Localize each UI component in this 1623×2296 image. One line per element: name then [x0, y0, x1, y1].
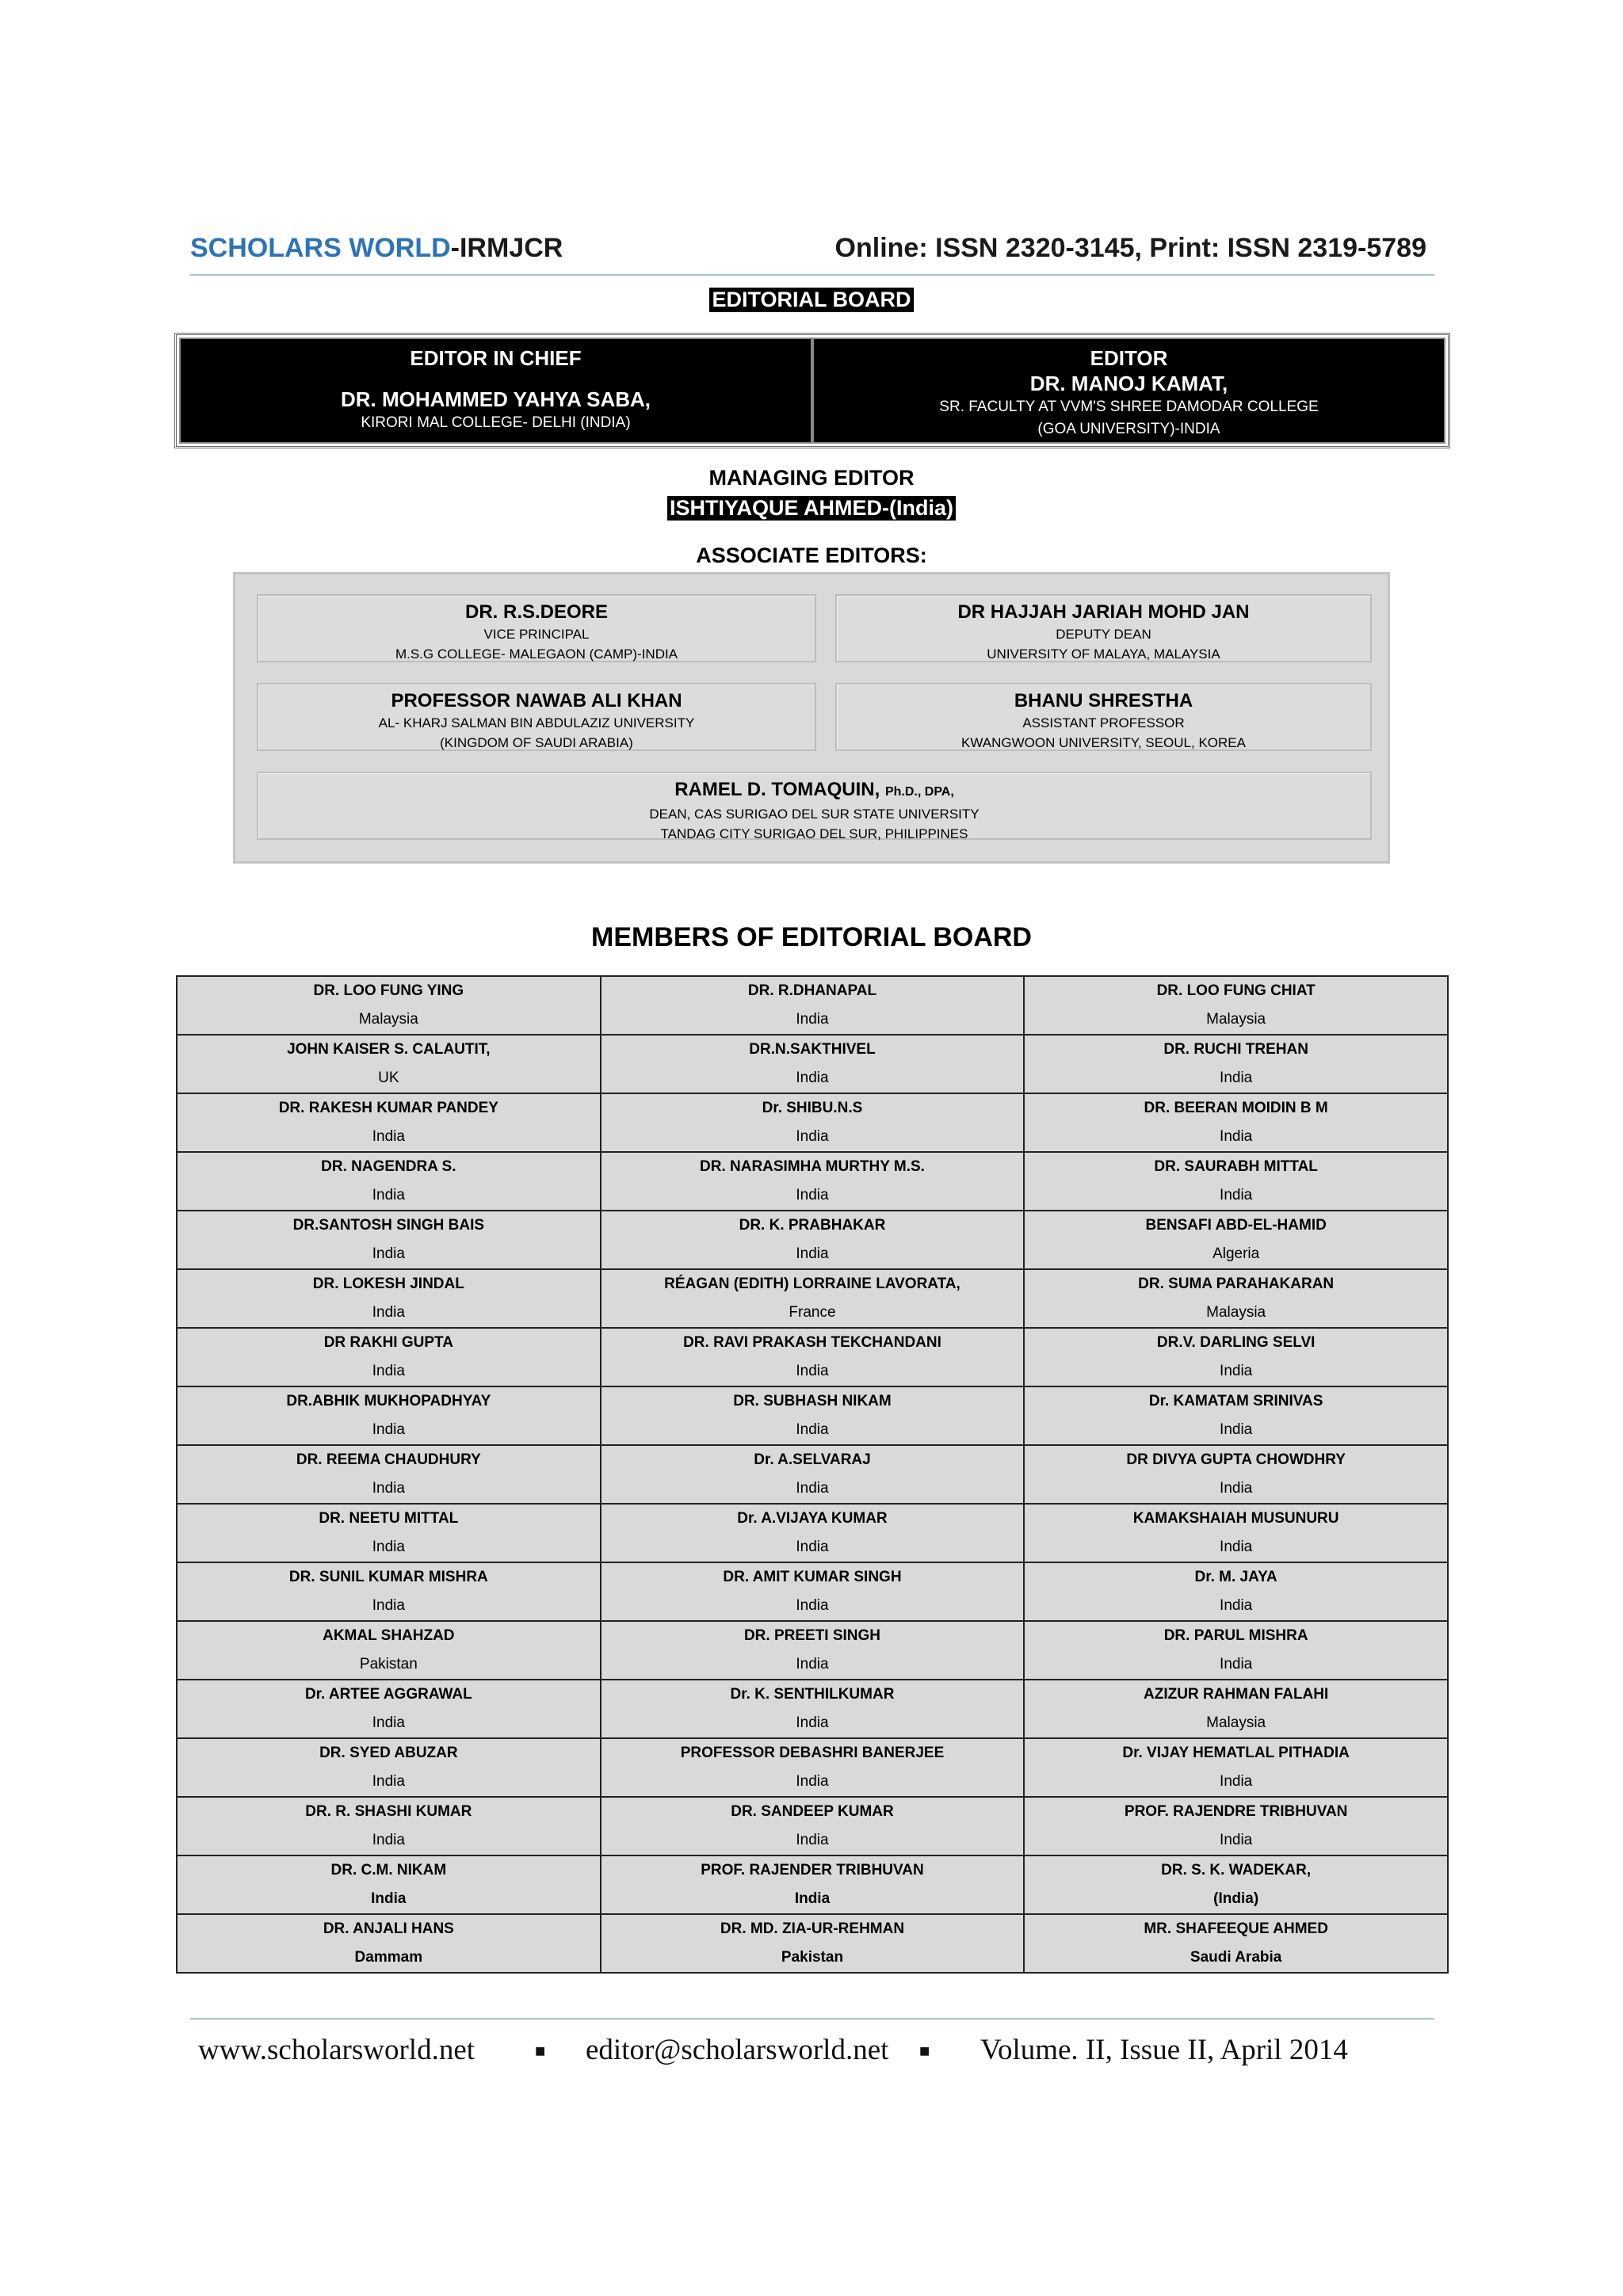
member-name: Dr. SHIBU.N.S	[762, 1100, 863, 1116]
member-name: JOHN KAISER S. CALAUTIT,	[287, 1041, 491, 1058]
member-cell	[601, 1328, 1025, 1386]
member-country: India	[372, 1128, 405, 1145]
member-name: DR. SYED ABUZAR	[319, 1745, 458, 1761]
table-row	[177, 1680, 1448, 1738]
associate-editor-degrees: Ph.D., DPA,	[884, 785, 954, 799]
member-cell	[601, 1562, 1025, 1621]
editorial-board-heading-row	[0, 288, 1623, 312]
table-row	[177, 1914, 1448, 1973]
editor-cell	[812, 338, 1445, 444]
footer-email: editor@scholarsworld.net	[586, 2034, 889, 2066]
associate-editor-line: DEPUTY DEAN	[1056, 627, 1151, 642]
member-name: AKMAL SHAHZAD	[323, 1627, 455, 1644]
associate-editor-card	[257, 683, 816, 751]
member-name: DR. SAURABH MITTAL	[1154, 1158, 1318, 1175]
member-name: DR. SANDEEP KUMAR	[731, 1803, 894, 1820]
member-name: MR. SHAFEEQUE AHMED	[1144, 1920, 1328, 1937]
member-cell	[177, 1797, 601, 1855]
member-name: DR. NAGENDRA S.	[321, 1158, 456, 1175]
managing-editor-label: MANAGING EDITOR	[708, 466, 915, 490]
page-header	[190, 230, 1434, 276]
member-name: DR. RAVI PRAKASH TEKCHANDANI	[683, 1334, 941, 1351]
member-cell	[1024, 1328, 1448, 1386]
member-cell	[601, 1093, 1025, 1152]
member-cell	[177, 1386, 601, 1445]
associate-editor-line: DEAN, CAS SURIGAO DEL SUR STATE UNIVERSITY	[649, 807, 980, 822]
associate-editor-card	[257, 772, 1372, 840]
member-country: India	[1220, 1070, 1253, 1086]
member-name: Dr. VIJAY HEMATLAL PITHADIA	[1122, 1745, 1350, 1761]
associate-editor-line: VICE PRINCIPAL	[483, 627, 590, 642]
associate-editor-name: DR HAJJAH JARIAH MOHD JAN	[957, 601, 1250, 623]
member-cell	[1024, 1445, 1448, 1504]
table-row	[177, 1035, 1448, 1093]
member-country: India	[371, 1890, 407, 1907]
managing-editor-row	[0, 496, 1623, 521]
footer-rule	[190, 2018, 1434, 2019]
member-country: India	[796, 1128, 829, 1145]
associate-editor-line: ASSISTANT PROFESSOR	[1022, 715, 1185, 730]
member-cell	[177, 1680, 601, 1738]
member-name: Dr. A.SELVARAJ	[754, 1451, 871, 1468]
member-country: India	[372, 1187, 405, 1203]
member-name: DR. MD. ZIA-UR-REHMAN	[720, 1920, 905, 1937]
member-name: DR.SANTOSH SINGH BAIS	[292, 1217, 485, 1234]
member-country: Pakistan	[781, 1949, 844, 1966]
member-name: PROF. RAJENDRE TRIBHUVAN	[1124, 1803, 1348, 1820]
member-name: DR.ABHIK MUKHOPADHYAY	[286, 1393, 491, 1409]
member-country: India	[796, 1480, 829, 1497]
table-row	[177, 1855, 1448, 1914]
member-cell	[601, 1269, 1025, 1328]
member-country: India	[1220, 1773, 1253, 1790]
member-name: DR RAKHI GUPTA	[323, 1334, 453, 1351]
member-cell	[177, 1093, 601, 1152]
member-cell	[601, 1797, 1025, 1855]
member-name: DR.V. DARLING SELVI	[1156, 1334, 1316, 1351]
journal-name	[190, 233, 563, 264]
table-row	[177, 1445, 1448, 1504]
member-name: DR. RUCHI TREHAN	[1163, 1041, 1308, 1058]
member-country: Malaysia	[1206, 1011, 1266, 1028]
table-row	[177, 1504, 1448, 1562]
table-row	[177, 1797, 1448, 1855]
member-country: India	[1220, 1539, 1253, 1555]
member-name: DR. SUNIL KUMAR MISHRA	[288, 1569, 488, 1585]
editor-role: EDITOR	[1090, 346, 1168, 370]
member-name: DR.N.SAKTHIVEL	[749, 1041, 876, 1058]
associate-editor-name-row	[258, 778, 1370, 804]
member-country: India	[1220, 1421, 1253, 1438]
member-country: Malaysia	[358, 1011, 418, 1028]
editor-in-chief-role: EDITOR IN CHIEF	[410, 346, 582, 370]
editor-in-chief-name: DR. MOHAMMED YAHYA SABA,	[340, 387, 651, 411]
member-cell	[1024, 1738, 1448, 1797]
member-name: DR. R. SHASHI KUMAR	[305, 1803, 472, 1820]
associate-editors-panel	[233, 572, 1390, 864]
member-country: India	[372, 1363, 405, 1379]
member-country: UK	[378, 1070, 399, 1086]
editor-in-chief-affiliation: KIRORI MAL COLLEGE- DELHI (INDIA)	[361, 414, 631, 431]
table-row	[177, 1386, 1448, 1445]
member-country: India	[372, 1597, 405, 1614]
member-cell	[1024, 1269, 1448, 1328]
member-country: India	[796, 1539, 829, 1555]
member-cell	[177, 976, 601, 1035]
member-name: DR. K. PRABHAKAR	[739, 1217, 886, 1234]
associate-editor-line: KWANGWOON UNIVERSITY, SEOUL, KOREA	[961, 735, 1246, 750]
associate-editor-name: PROFESSOR NAWAB ALI KHAN	[391, 690, 682, 711]
associate-editors-label: ASSOCIATE EDITORS:	[696, 543, 927, 567]
member-name: DR. LOKESH JINDAL	[312, 1276, 464, 1292]
member-name: KAMAKSHAIAH MUSUNURU	[1132, 1510, 1339, 1527]
member-country: India	[1220, 1832, 1253, 1848]
member-country: India	[796, 1773, 829, 1790]
table-row	[177, 1211, 1448, 1269]
member-name: Dr. M. JAYA	[1194, 1569, 1277, 1585]
associate-editor-card	[835, 683, 1372, 751]
member-cell	[1024, 1680, 1448, 1738]
issn-line: Online: ISSN 2320-3145, Print: ISSN 2319-5789	[834, 233, 1426, 263]
chief-editors-box	[174, 333, 1450, 448]
member-name: RÉAGAN (EDITH) LORRAINE LAVORATA,	[664, 1276, 960, 1292]
member-country: India	[1220, 1480, 1253, 1497]
associate-editor-line: TANDAG CITY SURIGAO DEL SUR, PHILIPPINES	[660, 826, 968, 841]
member-cell	[601, 1035, 1025, 1093]
journal-suffix: -IRMJCR	[450, 233, 563, 263]
member-country: Pakistan	[359, 1656, 418, 1672]
associate-editor-name: BHANU SHRESTHA	[1014, 690, 1193, 711]
member-cell	[1024, 1093, 1448, 1152]
member-country: India	[372, 1539, 405, 1555]
member-name: DR. C.M. NIKAM	[330, 1862, 447, 1878]
member-cell	[601, 1621, 1025, 1680]
member-cell	[1024, 1386, 1448, 1445]
associate-editor-card	[257, 594, 816, 662]
member-name: AZIZUR RAHMAN FALAHI	[1144, 1686, 1329, 1703]
members-table	[176, 975, 1449, 1974]
member-name: DR. S. K. WADEKAR,	[1161, 1862, 1312, 1878]
associate-editor-name: DR. R.S.DEORE	[464, 601, 609, 623]
member-cell	[177, 1855, 601, 1914]
editor-in-chief-cell	[179, 338, 812, 444]
member-country: India	[1220, 1187, 1253, 1203]
member-name: DR. LOO FUNG CHIAT	[1156, 982, 1316, 999]
member-name: DR. SUMA PARAHAKARAN	[1138, 1276, 1335, 1292]
associate-editor-card	[835, 594, 1372, 662]
member-cell	[177, 1328, 601, 1386]
member-country: India	[372, 1304, 405, 1321]
member-cell	[177, 1562, 601, 1621]
member-name: PROF. RAJENDER TRIBHUVAN	[701, 1862, 924, 1878]
member-name: DR DIVYA GUPTA CHOWDHRY	[1126, 1451, 1346, 1468]
member-cell	[601, 976, 1025, 1035]
members-heading: MEMBERS OF EDITORIAL BOARD	[591, 922, 1032, 952]
associate-editor-line: AL- KHARJ SALMAN BIN ABDULAZIZ UNIVERSITY	[378, 715, 695, 730]
member-cell	[1024, 1504, 1448, 1562]
member-country: India	[796, 1363, 829, 1379]
member-country: India	[372, 1480, 405, 1497]
member-country: France	[789, 1304, 836, 1321]
member-name: PROFESSOR DEBASHRI BANERJEE	[680, 1745, 945, 1761]
member-cell	[1024, 1797, 1448, 1855]
member-name: DR. PARUL MISHRA	[1163, 1627, 1308, 1644]
table-row	[177, 1328, 1448, 1386]
member-name: DR. PREETI SINGH	[743, 1627, 881, 1644]
member-cell	[1024, 976, 1448, 1035]
member-name: Dr. KAMATAM SRINIVAS	[1148, 1393, 1323, 1409]
member-cell	[601, 1680, 1025, 1738]
member-cell	[1024, 1621, 1448, 1680]
table-row	[177, 1621, 1448, 1680]
footer-volume: Volume. II, Issue II, April 2014	[980, 2034, 1348, 2066]
member-country: India	[372, 1773, 405, 1790]
member-name: BENSAFI ABD-EL-HAMID	[1145, 1217, 1327, 1234]
member-cell	[601, 1855, 1025, 1914]
member-country: India	[1220, 1597, 1253, 1614]
editorial-board-heading: EDITORIAL BOARD	[709, 288, 913, 312]
member-name: DR. R.DHANAPAL	[747, 982, 877, 999]
member-cell	[177, 1445, 601, 1504]
member-cell	[177, 1152, 601, 1211]
member-country: India	[372, 1714, 405, 1731]
associate-editor-line: M.S.G COLLEGE- MALEGAON (CAMP)-INDIA	[395, 646, 678, 662]
member-cell	[177, 1914, 601, 1973]
member-cell	[601, 1211, 1025, 1269]
member-name: DR. BEERAN MOIDIN B M	[1144, 1100, 1328, 1116]
member-name: DR. RAKESH KUMAR PANDEY	[278, 1100, 498, 1116]
table-row	[177, 1152, 1448, 1211]
member-country: India	[372, 1421, 405, 1438]
managing-editor-name: ISHTIYAQUE AHMED-(India)	[667, 496, 956, 521]
member-cell	[601, 1386, 1025, 1445]
member-name: DR. LOO FUNG YING	[313, 982, 464, 999]
member-cell	[601, 1914, 1025, 1973]
member-country: Dammam	[354, 1949, 423, 1966]
member-country: India	[372, 1832, 405, 1848]
member-country: India	[1220, 1656, 1253, 1672]
member-country: Algeria	[1212, 1245, 1260, 1262]
member-cell	[1024, 1211, 1448, 1269]
member-country: India	[372, 1245, 405, 1262]
member-cell	[177, 1211, 601, 1269]
editor-affiliation-1: SR. FACULTY AT VVM'S SHREE DAMODAR COLLEGE	[939, 399, 1319, 415]
member-country: India	[796, 1832, 829, 1848]
member-cell	[1024, 1035, 1448, 1093]
editor-affiliation-2: (GOA UNIVERSITY)-INDIA	[1037, 421, 1220, 437]
member-cell	[177, 1504, 601, 1562]
member-cell	[1024, 1152, 1448, 1211]
table-row	[177, 976, 1448, 1035]
member-cell	[177, 1269, 601, 1328]
member-cell	[177, 1621, 601, 1680]
member-country: India	[796, 1656, 829, 1672]
member-country: Malaysia	[1206, 1714, 1266, 1731]
member-name: Dr. ARTEE AGGRAWAL	[304, 1686, 472, 1703]
member-country: (India)	[1213, 1890, 1259, 1907]
member-name: Dr. K. SENTHILKUMAR	[730, 1686, 895, 1703]
member-name: DR. AMIT KUMAR SINGH	[723, 1569, 902, 1585]
member-cell	[601, 1152, 1025, 1211]
member-cell	[601, 1445, 1025, 1504]
member-country: India	[796, 1187, 829, 1203]
table-row	[177, 1093, 1448, 1152]
member-country: India	[796, 1070, 829, 1086]
member-cell	[177, 1738, 601, 1797]
member-cell	[177, 1035, 601, 1093]
member-cell	[601, 1504, 1025, 1562]
member-country: India	[796, 1597, 829, 1614]
footer-website: www.scholarsworld.net	[198, 2034, 475, 2066]
member-country: India	[796, 1011, 829, 1028]
associate-editor-name: RAMEL D. TOMAQUIN,	[674, 779, 880, 800]
member-name: DR. REEMA CHAUDHURY	[296, 1451, 481, 1468]
member-country: India	[796, 1714, 829, 1731]
table-row	[177, 1269, 1448, 1328]
member-name: DR. NARASIMHA MURTHY M.S.	[700, 1158, 925, 1175]
member-cell	[1024, 1914, 1448, 1973]
editor-name: DR. MANOJ KAMAT,	[1029, 372, 1228, 395]
member-cell	[601, 1738, 1025, 1797]
member-country: India	[1220, 1363, 1253, 1379]
footer-bullet: ■	[535, 2041, 546, 2061]
member-country: India	[794, 1890, 831, 1907]
table-row	[177, 1738, 1448, 1797]
member-cell	[1024, 1855, 1448, 1914]
member-cell	[1024, 1562, 1448, 1621]
page-footer	[198, 2033, 1434, 2073]
journal-brand: SCHOLARS WORLD	[190, 233, 451, 263]
associate-editor-line: UNIVERSITY OF MALAYA, MALAYSIA	[987, 646, 1220, 662]
member-country: Saudi Arabia	[1190, 1949, 1282, 1966]
member-country: Malaysia	[1206, 1304, 1266, 1321]
table-row	[177, 1562, 1448, 1621]
member-name: Dr. A.VIJAYA KUMAR	[737, 1510, 888, 1527]
footer-bullet: ■	[919, 2041, 930, 2061]
member-country: India	[796, 1421, 829, 1438]
member-name: DR. NEETU MITTAL	[319, 1510, 459, 1527]
member-country: India	[1220, 1128, 1253, 1145]
member-name: DR. SUBHASH NIKAM	[733, 1393, 892, 1409]
member-name: DR. ANJALI HANS	[323, 1920, 454, 1937]
associate-editor-line: (KINGDOM OF SAUDI ARABIA)	[440, 735, 633, 750]
member-country: India	[796, 1245, 829, 1262]
